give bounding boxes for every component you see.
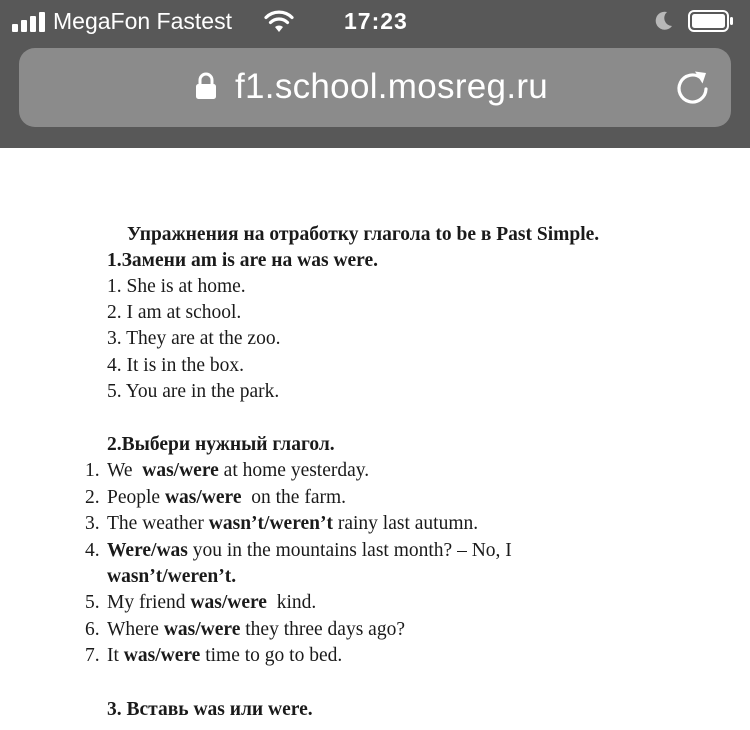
item-text: We was/were at home yesterday.: [107, 460, 370, 481]
item-text: My friend was/were kind.: [107, 592, 317, 613]
exercise-2-item: [85, 617, 405, 643]
browser-chrome: [0, 0, 750, 148]
exercise-2-item: [85, 590, 317, 616]
section-2-heading: 2.Выбери нужный глагол.: [107, 434, 335, 455]
item-text: People was/were on the farm.: [107, 487, 347, 508]
signal-icon: [12, 12, 46, 32]
carrier-name: MegaFon Fastest: [53, 8, 232, 34]
lock-icon: [195, 72, 217, 100]
verb-choice: was/were: [164, 487, 242, 508]
exercise-2-item: [85, 511, 479, 537]
verb-choice: was/were: [142, 460, 219, 481]
exercise-2-item: [85, 458, 370, 484]
reload-icon[interactable]: [673, 69, 711, 107]
exercise-2-item: [85, 485, 347, 511]
address-bar[interactable]: [19, 48, 731, 127]
item-number: 2.: [85, 487, 100, 508]
exercise-1-item: 5. You are in the park.: [107, 381, 280, 402]
exercise-2-item: [85, 538, 512, 564]
clock: 17:23: [344, 8, 408, 34]
item-number: 5.: [85, 592, 100, 613]
item-number: 7.: [85, 645, 100, 666]
moon-icon: [655, 11, 673, 31]
item-number: 1.: [85, 460, 100, 481]
item-number: 6.: [85, 619, 100, 640]
item-continuation: wasn’t/weren’t.: [107, 566, 237, 587]
document: [0, 148, 750, 730]
item-text: It was/were time to go to bed.: [107, 645, 343, 666]
url-text[interactable]: f1.school.mosreg.ru: [235, 67, 549, 106]
item-text: The weather wasn’t/weren’t rainy last autumn.: [107, 513, 479, 534]
wifi-icon: [264, 10, 294, 34]
exercise-1-item: 4. It is in the box.: [107, 355, 245, 376]
verb-choice: was/were: [123, 645, 201, 666]
section-3-heading: 3. Вставь was или were.: [107, 699, 313, 720]
exercise-1-item: 2. I am at school.: [107, 302, 242, 323]
item-text: Were/was you in the mountains last month? – No, I: [107, 540, 512, 561]
item-number: 4.: [85, 540, 100, 561]
document-title: Упражнения на отработку глагола to be в Past Simple.: [127, 224, 600, 245]
verb-choice: was/were: [163, 619, 241, 640]
battery-icon: [688, 10, 734, 32]
exercise-1-item: 3. They are at the zoo.: [107, 328, 281, 349]
verb-choice: was/were: [190, 592, 267, 613]
exercise-2-item: [85, 643, 343, 669]
section-1-heading: 1.Замени am is are на was were.: [107, 250, 379, 271]
verb-choice: wasn’t/weren’t: [208, 513, 333, 534]
verb-choice: Were/was: [107, 540, 188, 561]
exercise-1-item: 1. She is at home.: [107, 276, 246, 297]
item-text: Where was/were they three days ago?: [107, 619, 405, 640]
item-number: 3.: [85, 513, 100, 534]
